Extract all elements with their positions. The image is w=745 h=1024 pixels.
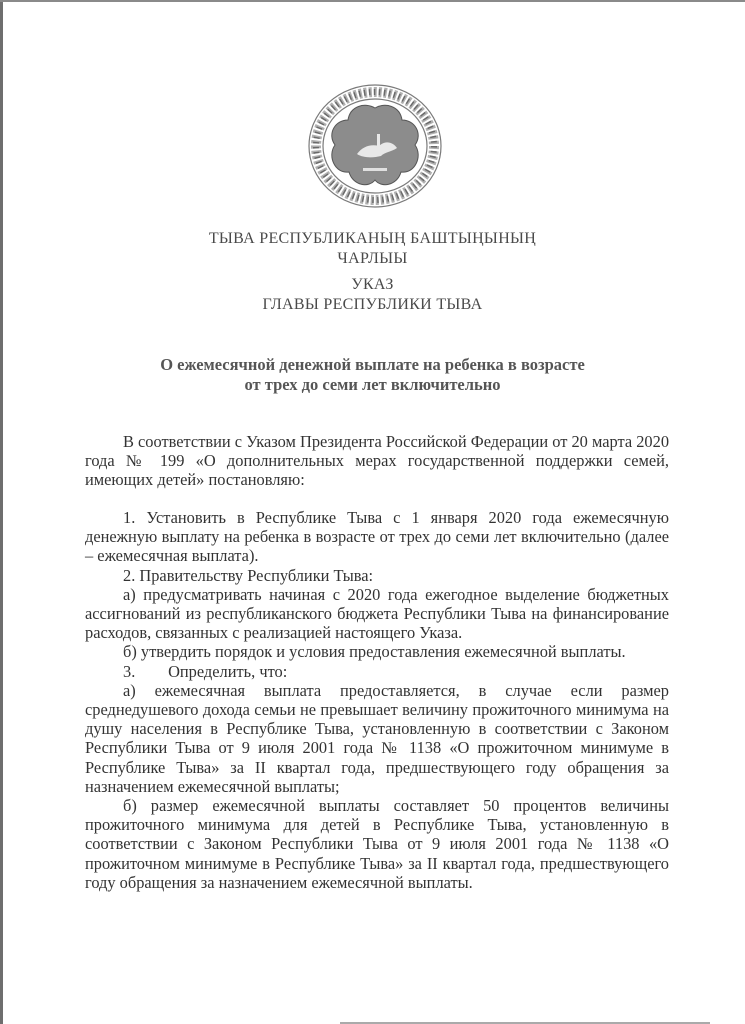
clause-2b: б) утвердить порядок и условия предоставления ежемесячной выплаты. (123, 642, 626, 662)
russian-header-line2: ГЛАВЫ РЕСПУБЛИКИ ТЫВА (262, 296, 483, 313)
document-title-line1: О ежемесячной денежной выплате на ребенка в возрасте (160, 355, 585, 374)
preamble-paragraph: В соответствии с Указом Президента Российской Федерации от 20 марта 2020 года № 199 «О дополнительных мерах государственной поддержки семей, имеющих детей» постановляю: (85, 432, 670, 490)
clause-3: 3. Определить, что: (123, 661, 288, 681)
clause-2: 2. Правительству Республики Тыва: (123, 565, 374, 585)
tuvan-header (0, 229, 745, 269)
document-title (0, 355, 745, 395)
clauses-section (85, 508, 669, 892)
russian-header (0, 275, 745, 315)
scan-border-left (0, 0, 3, 1024)
scan-border-top (0, 0, 745, 2)
preamble-section (85, 432, 669, 490)
tuvan-header-line1: ТЫВА РЕСПУБЛИКАНЫҢ БАШТЫҢЫНЫҢ (208, 230, 537, 247)
flower-shield-icon (332, 105, 418, 184)
document-title-line2: от трех до семи лет включительно (244, 375, 501, 394)
clause-3b: б) размер ежемесячной выплаты составляет 50 процентов величины прожиточного минимума для детей в Республике Тыва, установленную в соответствии с Законом Республики Тыва от 9 июля 2001 года № 1138 «О прожиточном минимуме в Республике Тыва» за II квартал года, предшествующего году обращения за назначением ежемесячной выплаты. (85, 796, 669, 892)
russian-header-line1: УКАЗ (351, 276, 394, 293)
tuvan-header-line2: ЧАРЛЫЫ (337, 250, 408, 267)
clause-3a: а) ежемесячная выплата предоставляется, в случае если размер среднедушевого дохода семьи не превышает величину прожиточного минимума на душу населения в Республике Тыва, установленную в соответствии с Законом Республики Тыва от 9 июля 2001 года № 1138 «О прожиточном минимуме в Республике Тыва» за II квартал года, предшествующего году обращения за назначением ежемесячной выплаты; (85, 680, 669, 796)
clause-1: 1. Установить в Республике Тыва с 1 января 2020 года ежемесячную денежную выплату на ребенка в возрасте от трех до семи лет включительно (далее – ежемесячная выплата). (85, 508, 669, 566)
clause-2a: а) предусматривать начиная с 2020 года ежегодное выделение бюджетных ассигнований из республиканского бюджета Республики Тыва на финансирование расходов, связанных с реализацией настоящего Указа. (85, 584, 669, 643)
coat-of-arms-emblem-icon (305, 82, 445, 210)
